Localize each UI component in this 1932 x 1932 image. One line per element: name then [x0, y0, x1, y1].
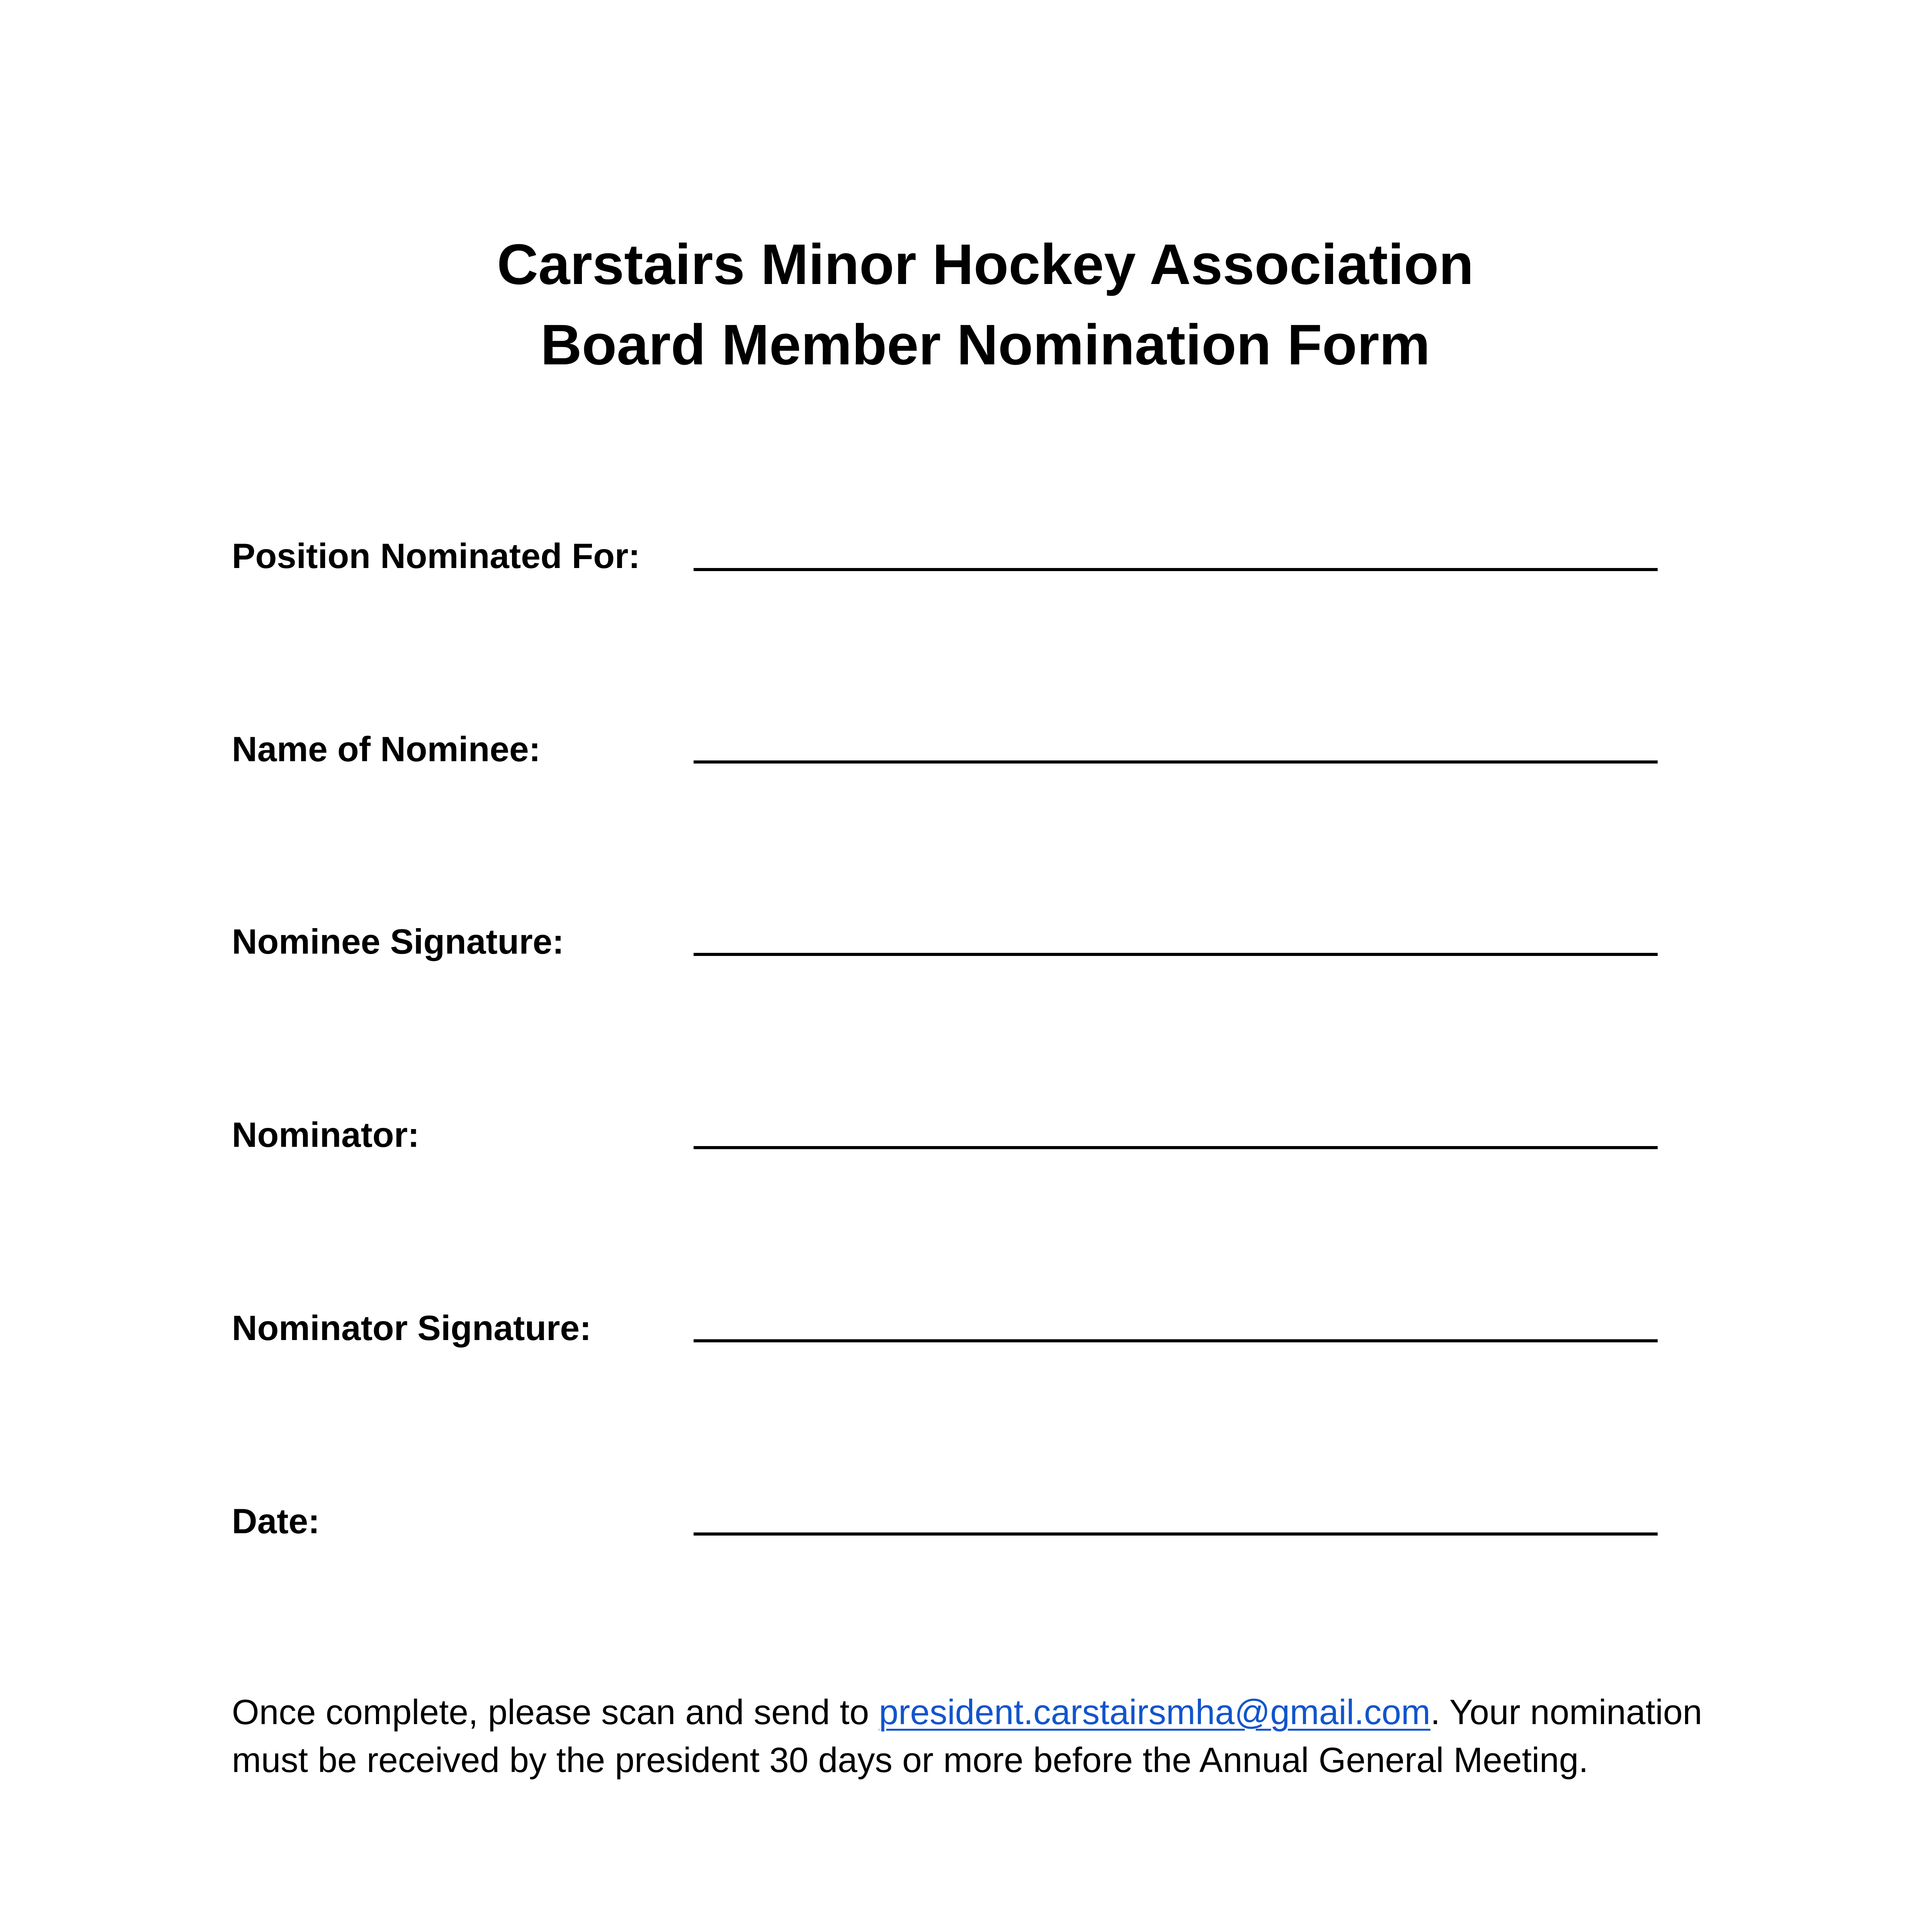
date-line[interactable]: [694, 1532, 1658, 1536]
nominee-signature-line[interactable]: [694, 953, 1658, 956]
instructions-text-after: . Your nomination: [1430, 1693, 1702, 1732]
position-nominated-for-label: Position Nominated For:: [232, 537, 640, 576]
president-email-link[interactable]: president.carstairsmha@gmail.com: [879, 1693, 1430, 1732]
name-of-nominee-label: Name of Nominee:: [232, 730, 541, 769]
nominator-line[interactable]: [694, 1146, 1658, 1149]
instructions-line-2: must be received by the president 30 days or more before the Annual General Meeting.: [232, 1741, 1588, 1780]
nominator-signature-line[interactable]: [694, 1339, 1658, 1342]
instructions-line-1: [232, 1689, 1747, 1736]
nominee-signature-label: Nominee Signature:: [232, 922, 564, 961]
date-label: Date:: [232, 1502, 320, 1541]
instructions-text-before: Once complete, please scan and send to: [232, 1693, 879, 1732]
nominator-label: Nominator:: [232, 1116, 420, 1155]
form-title-organization: Carstairs Minor Hockey Association: [497, 233, 1474, 296]
submission-instructions: [232, 1689, 1747, 1784]
name-of-nominee-line[interactable]: [694, 760, 1658, 764]
position-nominated-for-line[interactable]: [694, 568, 1658, 571]
form-title-document: Board Member Nomination Form: [540, 313, 1430, 377]
nominator-signature-label: Nominator Signature:: [232, 1309, 592, 1348]
